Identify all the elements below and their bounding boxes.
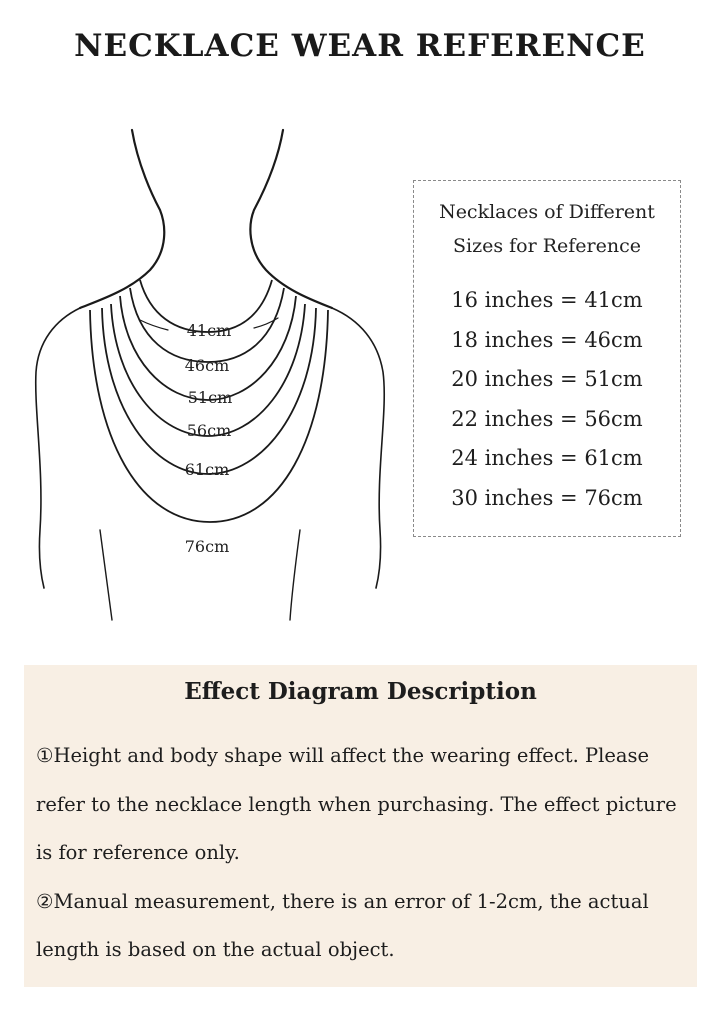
right-armpit-line [290, 530, 300, 620]
size-reference-item: 24 inches = 61cm [451, 446, 643, 470]
label-51cm: 51cm [187, 388, 233, 407]
size-reference-item: 30 inches = 76cm [451, 485, 643, 510]
description-panel [24, 665, 697, 987]
description-paragraph-1: ①Height and body shape will affect the wearing effect. Please refer to the necklace length when purchasing. The effect picture is for reference only. [36, 744, 677, 864]
bust-illustration [0, 110, 420, 630]
size-reference-heading-line2: Sizes for Reference [452, 235, 641, 257]
size-reference-item: 16 inches = 41cm [451, 288, 643, 312]
size-reference-item: 20 inches = 51cm [451, 367, 643, 391]
neck-left-line [80, 130, 164, 308]
label-46cm: 46cm [184, 356, 230, 375]
size-reference-list [414, 281, 680, 518]
right-shoulder-line [332, 308, 384, 588]
label-76cm: 76cm [184, 537, 230, 556]
size-reference-item: 18 inches = 46cm [451, 327, 643, 352]
label-61cm: 61cm [184, 460, 230, 479]
size-reference-box [413, 180, 681, 537]
necklace-76cm [90, 310, 328, 522]
label-56cm: 56cm [186, 421, 232, 440]
neck-right-line [250, 130, 332, 308]
description-paragraph-2: ②Manual measurement, there is an error of 1-2cm, the actual length is based on the actual object. [36, 889, 649, 961]
left-armpit-line [100, 530, 112, 620]
description-text [36, 732, 691, 975]
size-reference-item: 22 inches = 56cm [451, 406, 643, 431]
size-reference-heading-line1: Necklaces of Different [439, 201, 655, 223]
size-reference-heading [414, 195, 680, 263]
label-41cm: 41cm [186, 321, 232, 340]
necklace-51cm [120, 296, 296, 400]
page-title: NECKLACE WEAR REFERENCE [74, 28, 646, 64]
description-title: Effect Diagram Description [184, 678, 537, 705]
left-shoulder-line [36, 308, 80, 588]
